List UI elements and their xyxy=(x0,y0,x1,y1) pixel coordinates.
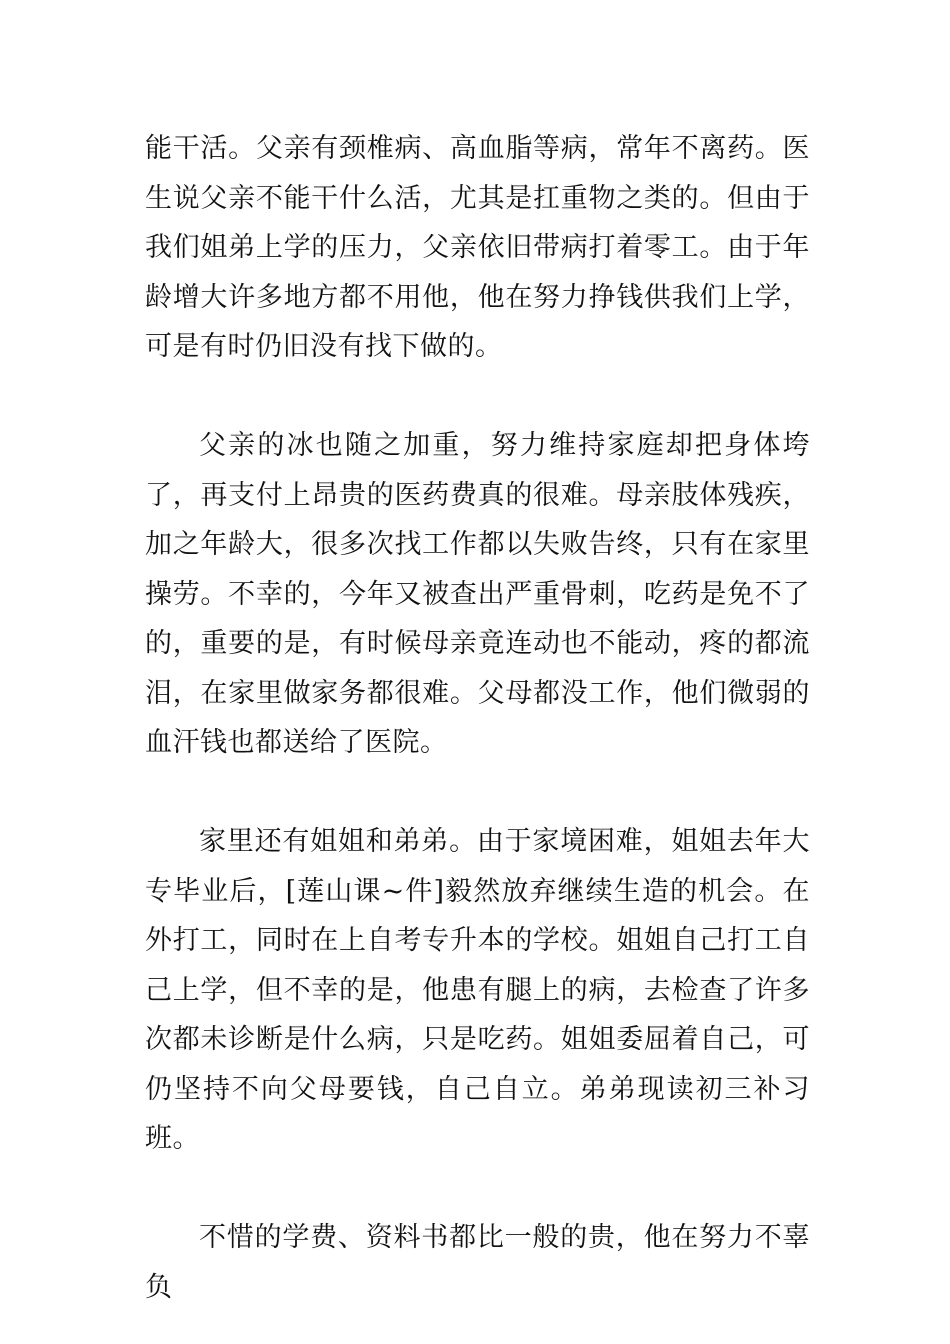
paragraph-2: 父亲的冰也随之加重，努力维持家庭却把身体垮了，再支付上昂贵的医药费真的很难。母亲肢体残疾，加之年龄大，很多次找工作都以失败告终，只有在家里操劳。不幸的，今年又被查出严重骨刺，吃药是免不了的，重要的是，有时候母亲竟连动也不能动，疼的都流泪，在家里做家务都很难。父母都没工作，他们微弱的血汗钱也都送给了医院。 xyxy=(145,430,810,758)
paragraph-gap xyxy=(145,372,810,422)
paragraph-gap xyxy=(145,768,810,818)
paragraph-1: 能干活。父亲有颈椎病、高血脂等病，常年不离药。医生说父亲不能干什么活，尤其是扛重物之类的。但由于我们姐弟上学的压力，父亲依旧带病打着零工。由于年龄增大许多地方都不用他，他在努力挣钱供我们上学，可是有时仍旧没有找下做的。 xyxy=(145,133,810,362)
document-page xyxy=(145,124,810,1312)
paragraph-4: 不惜的学费、资料书都比一般的贵，他在努力不辜负 xyxy=(145,1222,810,1303)
paragraph-3: 家里还有姐姐和弟弟。由于家境困难，姐姐去年大专毕业后，[莲山课~件]毅然放弃继续生造的机会。在外打工，同时在上自考专升本的学校。姐姐自己打工自己上学，但不幸的是，他患有腿上的病，去检查了许多次都未诊断是什么病，只是吃药。姐姐委屈着自己，可仍坚持不向父母要钱，自己自立。弟弟现读初三补习班。 xyxy=(145,826,810,1154)
paragraph-gap xyxy=(145,1164,810,1214)
